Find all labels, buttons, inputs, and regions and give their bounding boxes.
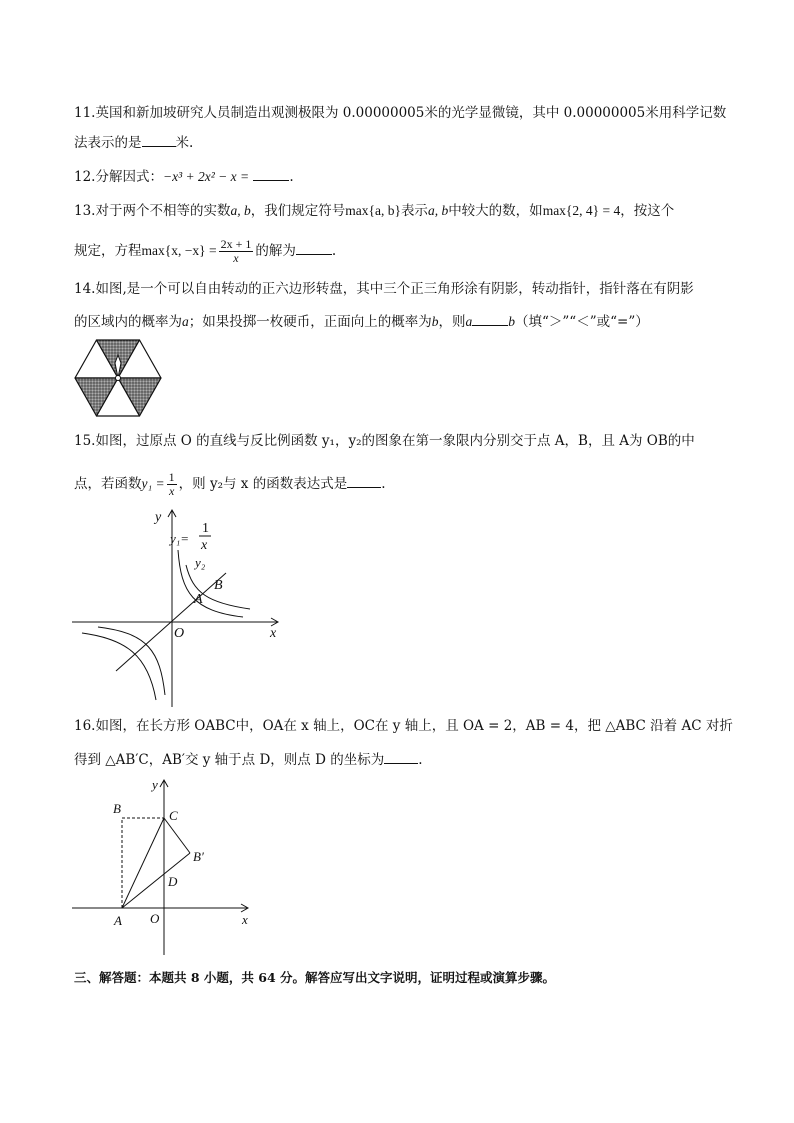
q13-text-b: ，我们规定符号 xyxy=(250,203,346,219)
q11-answer-blank[interactable] xyxy=(142,132,176,147)
q13-text-d: 中较大的数，如 xyxy=(448,203,543,219)
q13-line1 xyxy=(74,202,674,220)
q14-b1: b xyxy=(431,314,439,329)
q14-text-a: 的区域内的概率为 xyxy=(74,314,182,330)
q16-text-a: 得到 △AB′C，AB′交 y 轴于点 D，则点 D 的坐标为 xyxy=(74,752,385,768)
q13-text-a: 13.对于两个不相等的实数 xyxy=(74,203,231,219)
q15-text-b: ，则 y₂与 x 的函数表达式是 xyxy=(178,476,348,492)
q14-a1: a xyxy=(182,314,189,329)
q13-ab-1: a, b xyxy=(230,203,251,218)
q12-answer-blank[interactable] xyxy=(253,166,289,181)
q13-max-example: max{2, 4} = 4 xyxy=(542,203,621,218)
q13-text-c: 表示 xyxy=(400,203,428,219)
curve-y1-q3 xyxy=(98,627,165,695)
q15-end: . xyxy=(381,476,386,492)
fig16-label-b-prime: B′ xyxy=(193,849,204,864)
q12-line xyxy=(74,166,294,186)
q14-text-b: ；如果投掷一枚硬币，正面向上的概率为 xyxy=(188,314,432,330)
q15-text-a: 点，若函数 xyxy=(74,476,142,492)
q16-line2 xyxy=(74,749,423,769)
q14-a2: a xyxy=(465,314,473,329)
q12-expression: −x³ + 2x² − x = xyxy=(162,169,250,184)
q13-frac-den: x xyxy=(233,251,239,265)
q13-equation-left: max{x, −x} = xyxy=(141,243,217,258)
q13-line2 xyxy=(74,238,336,265)
fig15-label-y1: y₁= xyxy=(170,531,190,546)
q14-text-d: （填“＞”“＜”或“=”） xyxy=(515,314,649,330)
q15-line1: 15.如图，过原点 O 的直线与反比例函数 y₁，y₂的图象在第一象限内分别交于点 A，B，且 A为 OB的中 xyxy=(74,433,695,449)
q13-max-ab: max{a, b} xyxy=(345,203,401,218)
q15-graph-figure xyxy=(68,505,288,710)
q14-line2 xyxy=(74,311,649,331)
diagonal-ac xyxy=(122,818,164,908)
fig16-label-o: O xyxy=(150,911,160,926)
fig15-label-xden: x xyxy=(201,538,208,553)
q13-frac-num: 2x + 1 xyxy=(220,237,252,251)
q15-line2 xyxy=(74,471,386,498)
fig15-label-o: O xyxy=(174,626,185,641)
q12-end: . xyxy=(289,169,294,185)
q14-answer-blank[interactable] xyxy=(472,311,508,326)
q13-fraction xyxy=(219,238,254,265)
q15-frac-num: 1 xyxy=(168,470,175,484)
fig15-label-y2: y₂ xyxy=(195,555,206,570)
fig16-label-a: A xyxy=(114,913,122,928)
fig15-label-b: B xyxy=(214,578,223,593)
q13-ab-2: a, b xyxy=(427,203,449,218)
q14-text-c: ，则 xyxy=(438,314,466,330)
q15-answer-blank[interactable] xyxy=(347,473,381,488)
fig16-label-d: D xyxy=(168,874,178,889)
fig16-label-b: B xyxy=(113,801,121,816)
fig16-label-y: y xyxy=(152,777,158,792)
q16-rectangle-figure xyxy=(68,775,258,957)
fig15-label-a: A xyxy=(194,592,203,607)
section-3-heading: 三、解答题：本题共 8 小题，共 64 分。解答应写出文字说明，证明过程或演算步骤。 xyxy=(74,970,556,985)
q13-line2-b: 的解为 xyxy=(255,243,296,259)
q15-y1-eq: y₁ = xyxy=(141,476,165,491)
q11-line1: 11.英国和新加坡研究人员制造出观测极限为 0.00000005米的光学显微镜，其中 0.00000005米用科学记数 xyxy=(74,105,727,121)
q13-end: . xyxy=(331,243,337,259)
q14-hexagon-figure xyxy=(72,337,164,419)
side-ab-prime xyxy=(122,853,190,908)
q12-prefix: 12.分解因式： xyxy=(74,169,163,185)
side-cb-prime xyxy=(164,818,190,853)
fig16-label-x: x xyxy=(242,912,248,927)
q13-line2-text: 规定，方程 xyxy=(74,243,142,259)
q15-fraction xyxy=(167,471,177,498)
q16-end: . xyxy=(418,752,423,768)
fig15-label-x: x xyxy=(270,626,277,641)
q15-frac-den: x xyxy=(169,484,175,498)
q16-answer-blank[interactable] xyxy=(384,749,418,764)
q13-text-e: ，按这个 xyxy=(620,203,675,219)
fig16-label-c: C xyxy=(169,808,178,823)
q16-line1: 16.如图，在长方形 OABC中，OA在 x 轴上，OC在 y 轴上，且 OA = 2，AB = 4，把 △ABC 沿着 AC 对折 xyxy=(74,718,733,734)
fig15-label-y: y xyxy=(155,510,162,525)
fig15-label-one: 1 xyxy=(202,521,209,536)
q14-line1: 14.如图,是一个可以自由转动的正六边形转盘，其中三个正三角形涂有阴影，转动指针，指针落在有阴影 xyxy=(74,281,694,297)
q13-answer-blank[interactable] xyxy=(296,240,332,255)
q14-b2: b xyxy=(508,314,515,329)
q11-line2-end: 米. xyxy=(175,135,194,151)
q11-line2-text: 法表示的是 xyxy=(74,135,142,151)
q11-line2 xyxy=(74,132,193,152)
